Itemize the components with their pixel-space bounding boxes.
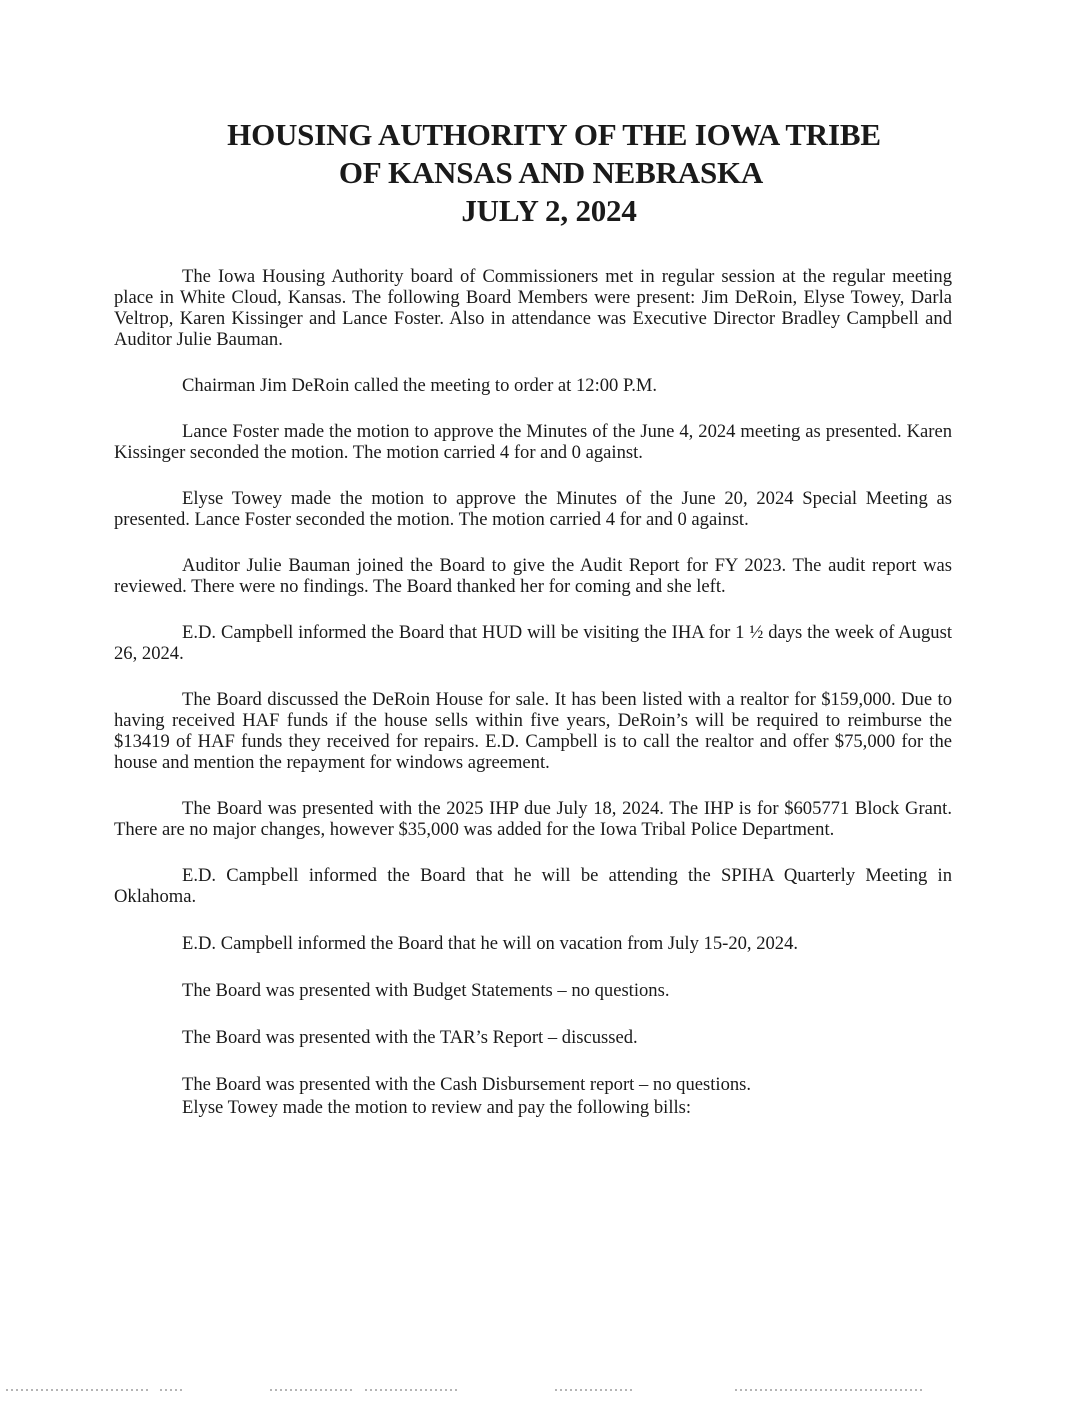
- tar-report-paragraph: The Board was presented with the TAR’s Report – discussed.: [182, 1027, 638, 1048]
- hud-visit-paragraph: E.D. Campbell informed the Board that HUD will be visiting the IHA for 1 ½ days the week of August 26, 2024.: [114, 622, 952, 664]
- ihp-paragraph: The Board was presented with the 2025 IHP due July 18, 2024. The IHP is for $605771 Block Grant. There are no major changes, however $35,000 was added for the Iowa Tribal Police Department.: [114, 798, 952, 840]
- june-4-minutes-paragraph: Lance Foster made the motion to approve the Minutes of the June 4, 2024 meeting as presented. Karen Kissinger seconded the motion. The motion carried 4 for and 0 against.: [114, 421, 952, 463]
- call-to-order-paragraph: Chairman Jim DeRoin called the meeting to order at 12:00 P.M.: [182, 375, 658, 396]
- cash-disbursement-paragraph: The Board was presented with the Cash Disbursement report – no questions.: [182, 1074, 752, 1095]
- deroin-house-paragraph: The Board discussed the DeRoin House for sale. It has been listed with a realtor for $159,000. Due to having received HAF funds if the house sells within five years, DeRoin’s will be required to reimburse the $13419 of HAF funds they received for repairs. E.D. Campbell is to call the realtor and offer $75,000 for the house and mention the repayment for windows agreement.: [114, 689, 952, 773]
- pay-bills-motion-paragraph: Elyse Towey made the motion to review and pay the following bills:: [182, 1097, 692, 1118]
- budget-statements-paragraph: The Board was presented with Budget Statements – no questions.: [182, 980, 670, 1001]
- minutes-body: [114, 266, 952, 1118]
- spiha-meeting-paragraph: E.D. Campbell informed the Board that he will be attending the SPIHA Quarterly Meeting in Oklahoma.: [114, 865, 952, 907]
- vacation-paragraph: E.D. Campbell informed the Board that he will on vacation from July 15-20, 2024.: [182, 933, 799, 954]
- meeting-date: JULY 2, 2024: [461, 193, 637, 228]
- scan-artifact-dots: [0, 1387, 1088, 1393]
- title-line-2: OF KANSAS AND NEBRASKA: [338, 155, 764, 190]
- audit-report-paragraph: Auditor Julie Bauman joined the Board to give the Audit Report for FY 2023. The audit report was reviewed. There were no findings. The Board thanked her for coming and she left.: [114, 555, 952, 597]
- title-line-1: HOUSING AUTHORITY OF THE IOWA TRIBE: [227, 117, 881, 152]
- attendance-paragraph: The Iowa Housing Authority board of Commissioners met in regular session at the regular meeting place in White Cloud, Kansas. The following Board Members were present: Jim DeRoin, Elyse Towey, Darla Veltrop, Karen Kissinger and Lance Foster. Also in attendance was Executive Director Bradley Campbell and Auditor Julie Bauman.: [114, 266, 952, 350]
- document-title: [0, 116, 1088, 230]
- june-20-minutes-paragraph: Elyse Towey made the motion to approve the Minutes of the June 20, 2024 Special Meeting as presented. Lance Foster seconded the motion. The motion carried 4 for and 0 against.: [114, 488, 952, 530]
